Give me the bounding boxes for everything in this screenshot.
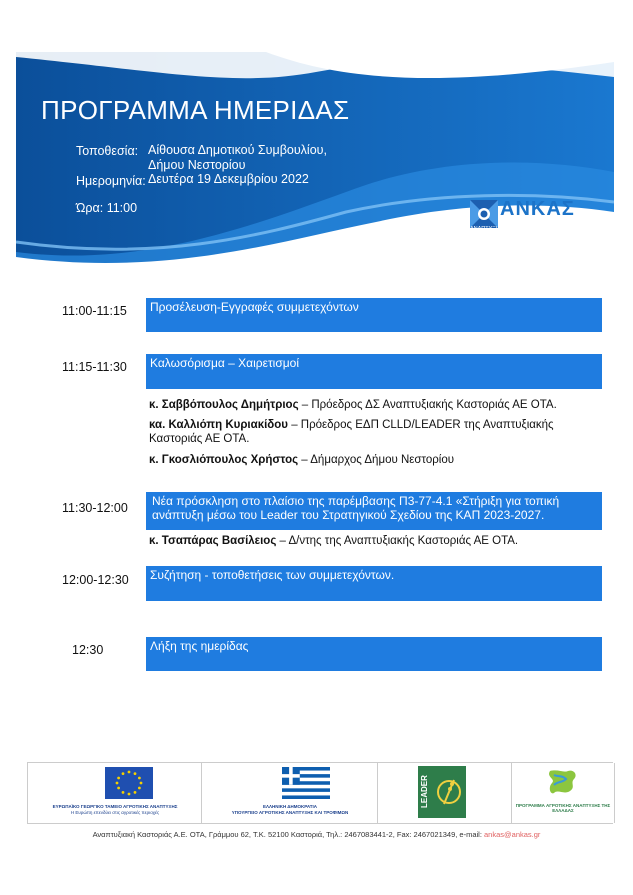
schedule-time-3: 11:30-12:00 (62, 501, 128, 515)
speaker-2-name: κα. Καλλιόπη Κυριακίδου (149, 419, 288, 431)
location-line-2: Δήμου Νεστορίου (148, 158, 246, 172)
eu-fund-logo (27, 763, 202, 823)
speaker-1-role: – Πρόεδρος ΔΣ Αναπτυξιακής Καστοριάς ΑΕ ΟΤΑ. (298, 399, 557, 411)
speaker-4 (149, 534, 589, 548)
schedule-item-5-text: Λήξη της ημερίδας (150, 639, 249, 653)
speaker-1-name: κ. Σαββόπουλος Δημήτριος (149, 399, 299, 411)
ankas-logo-icon (470, 200, 498, 228)
schedule-item-5 (146, 637, 602, 671)
eu-caption-2: Η Ευρώπη επενδύει στις αγροτικές περιοχές (70, 810, 160, 815)
leader-logo (377, 763, 512, 823)
eu-flag-icon (105, 767, 153, 799)
schedule-time-5: 12:30 (72, 643, 104, 657)
greek-caption-1: ΕΛΛΗΝΙΚΗ ΔΗΜΟΚΡΑΤΙΑ (262, 804, 318, 809)
greek-caption-2: ΥΠΟΥΡΓΕΙΟ ΑΓΡΟΤΙΚΗΣ ΑΝΑΠΤΥΞΗΣ ΚΑΙ ΤΡΟΦΙΜΩΝ (231, 810, 349, 815)
schedule-item-1-text: Προσέλευση-Εγγραφές συμμετεχόντων (150, 300, 359, 314)
wave-background (16, 52, 614, 274)
speaker-2-role: – Πρόεδρος ΕΔΠ CLLD/LEADER της Αναπτυξιακής (288, 419, 554, 431)
schedule-item-2-text: Καλωσόρισμα – Χαιρετισμοί (150, 356, 300, 370)
footer-contact (0, 830, 633, 839)
footer-email-link[interactable]: ankas@ankas.gr (484, 830, 541, 839)
greek-flag-icon (282, 767, 330, 799)
leader-text: LEADER (420, 775, 429, 809)
eu-caption-1: ΕΥΡΩΠΑΪΚΟ ΓΕΩΡΓΙΚΟ ΤΑΜΕΙΟ ΑΓΡΟΤΙΚΗΣ ΑΝΑΠΤΥΞΗΣ (52, 804, 178, 809)
schedule-time-4: 12:00-12:30 (62, 573, 129, 587)
speaker-1 (149, 398, 589, 412)
speaker-2-role-cont: Καστοριάς ΑΕ ΟΤΑ. (149, 433, 250, 445)
location-line-1: Αίθουσα Δημοτικού Συμβουλίου, (148, 143, 327, 157)
schedule-item-3 (146, 492, 602, 530)
schedule-item-4-text: Συζήτηση - τοποθετήσεις των συμμετεχόντων. (150, 568, 395, 582)
leader-logo-icon (418, 766, 466, 818)
logo-name: ΑΝΚΑΣ (500, 198, 575, 220)
speaker-3 (149, 453, 589, 467)
schedule-time-2: 11:15-11:30 (62, 360, 127, 374)
programme-caption: ΠΡΟΓΡΑΜΜΑ ΑΓΡΟΤΙΚΗΣ ΑΝΑΠΤΥΞΗΣ ΤΗΣ ΕΛΛΑΔΑΣ (515, 803, 611, 813)
speaker-3-name: κ. Γκοσλιόπουλος Χρήστος (149, 454, 299, 466)
header-banner (16, 52, 614, 274)
speaker-3-role: – Δήμαρχος Δήμου Νεστορίου (298, 454, 455, 466)
speaker-4-role: – Δ/ντης της Αναπτυξιακής Καστοριάς ΑΕ ΟΤΑ. (276, 535, 519, 547)
wheat-icon (436, 774, 462, 810)
ankas-logo (470, 200, 610, 236)
page-title: ΠΡΟΓΡΑΜΜΑ ΗΜΕΡΙΔΑΣ (41, 95, 350, 125)
schedule-item-4 (146, 566, 602, 601)
schedule-item-3-line-2: ανάπτυξη μέσω του Leader του Στρατηγικού Σχεδίου της ΚΑΠ 2023-2027. (152, 508, 545, 522)
schedule-item-1 (146, 298, 602, 332)
speaker-2 (149, 418, 589, 446)
sponsor-logos-strip (27, 762, 613, 824)
date-label: Ημερομηνία: (76, 174, 146, 188)
schedule-item-3-line-1: Νέα πρόσκληση στο πλαίσιο της παρέμβασης Π3-77-4.1 «Στήριξη για τοπική (152, 494, 560, 508)
date-value: Δευτέρα 19 Δεκεμβρίου 2022 (148, 172, 309, 186)
footer-text: Αναπτυξιακή Καστοριάς Α.Ε. ΟΤΑ, Γράμμου 62, Τ.Κ. 52100 Καστοριά, Τηλ.: 2467083441-2, Fax: 2467021349, e-mail: (92, 830, 485, 839)
logo-subtitle: ΑΝΑΠΤΥΞΙΑΚΗ ΚΑΣΤΟΡΙΑΣ Α.Ε. Ο.Τ.Α. (470, 226, 570, 232)
schedule-item-2 (146, 354, 602, 389)
greece-map-icon (544, 767, 584, 797)
speaker-4-name: κ. Τσαπάρας Βασίλειος (149, 535, 277, 547)
time-text: Ώρα: 11:00 (76, 201, 138, 215)
rural-programme-logo (511, 763, 615, 823)
schedule-time-1: 11:00-11:15 (62, 304, 127, 318)
location-label: Τοποθεσία: (76, 144, 139, 158)
greek-ministry-logo (201, 763, 378, 823)
